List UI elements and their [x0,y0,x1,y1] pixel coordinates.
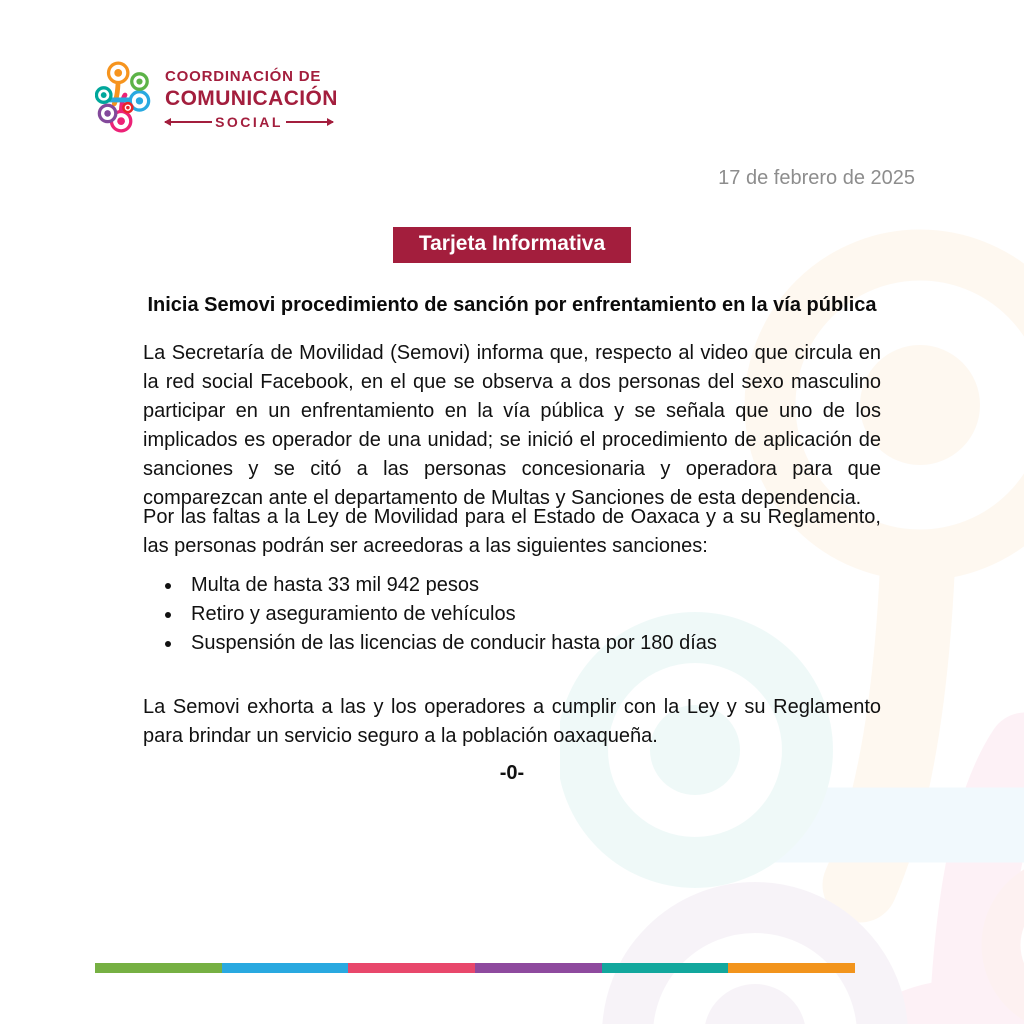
article-body [143,0,881,1024]
stripe-segment-green [95,963,222,973]
closing-paragraph: La Semovi exhorta a las y los operadores a cumplir con la Ley y su Reglamento para brindar un servicio seguro a la población oaxaqueña. [143,696,881,747]
list-item: • Suspensión de las licencias de conducir hasta por 180 días [183,629,881,658]
stripe-segment-purple [475,963,602,973]
date-text: 17 de febrero de 2025 [718,167,915,189]
footer-color-stripe [95,963,855,973]
paragraph-2: Por las faltas a la Ley de Movilidad para el Estado de Oaxaca y a su Reglamento, las personas podrán ser acreedoras a las siguientes sanciones: [143,506,881,557]
end-mark: -0- [499,762,525,784]
sanctions-list [183,571,881,658]
stripe-segment-pink [348,963,475,973]
article-title: Inicia Semovi procedimiento de sanción por enfrentamiento en la vía pública [147,294,877,316]
stripe-segment-teal [602,963,729,973]
paragraph-1: La Secretaría de Movilidad (Semovi) informa que, respecto al video que circula en la red social Facebook, en el que se observa a dos personas del sexo masculino participar en un enfrentamiento en la vía pública y se señala que uno de los implicados es operador de una unidad; se inició el procedimiento de aplicación de sanciones y se citó a las personas concesionaria y operadora para que comparezcan ante el departamento de Multas y Sanciones de esta dependencia. [143,342,881,509]
logo-line-3-label: SOCIAL [215,114,283,130]
logo-line-1: COORDINACIÓN DE [165,68,322,85]
list-item: • Multa de hasta 33 mil 942 pesos [183,571,881,600]
tarjeta-informativa-badge: Tarjeta Informativa [393,227,631,263]
list-item: • Retiro y aseguramiento de vehículos [183,600,881,629]
logo-line-2: COMUNICACIÓN [165,87,338,110]
stripe-segment-blue [222,963,349,973]
stripe-segment-orange [728,963,855,973]
